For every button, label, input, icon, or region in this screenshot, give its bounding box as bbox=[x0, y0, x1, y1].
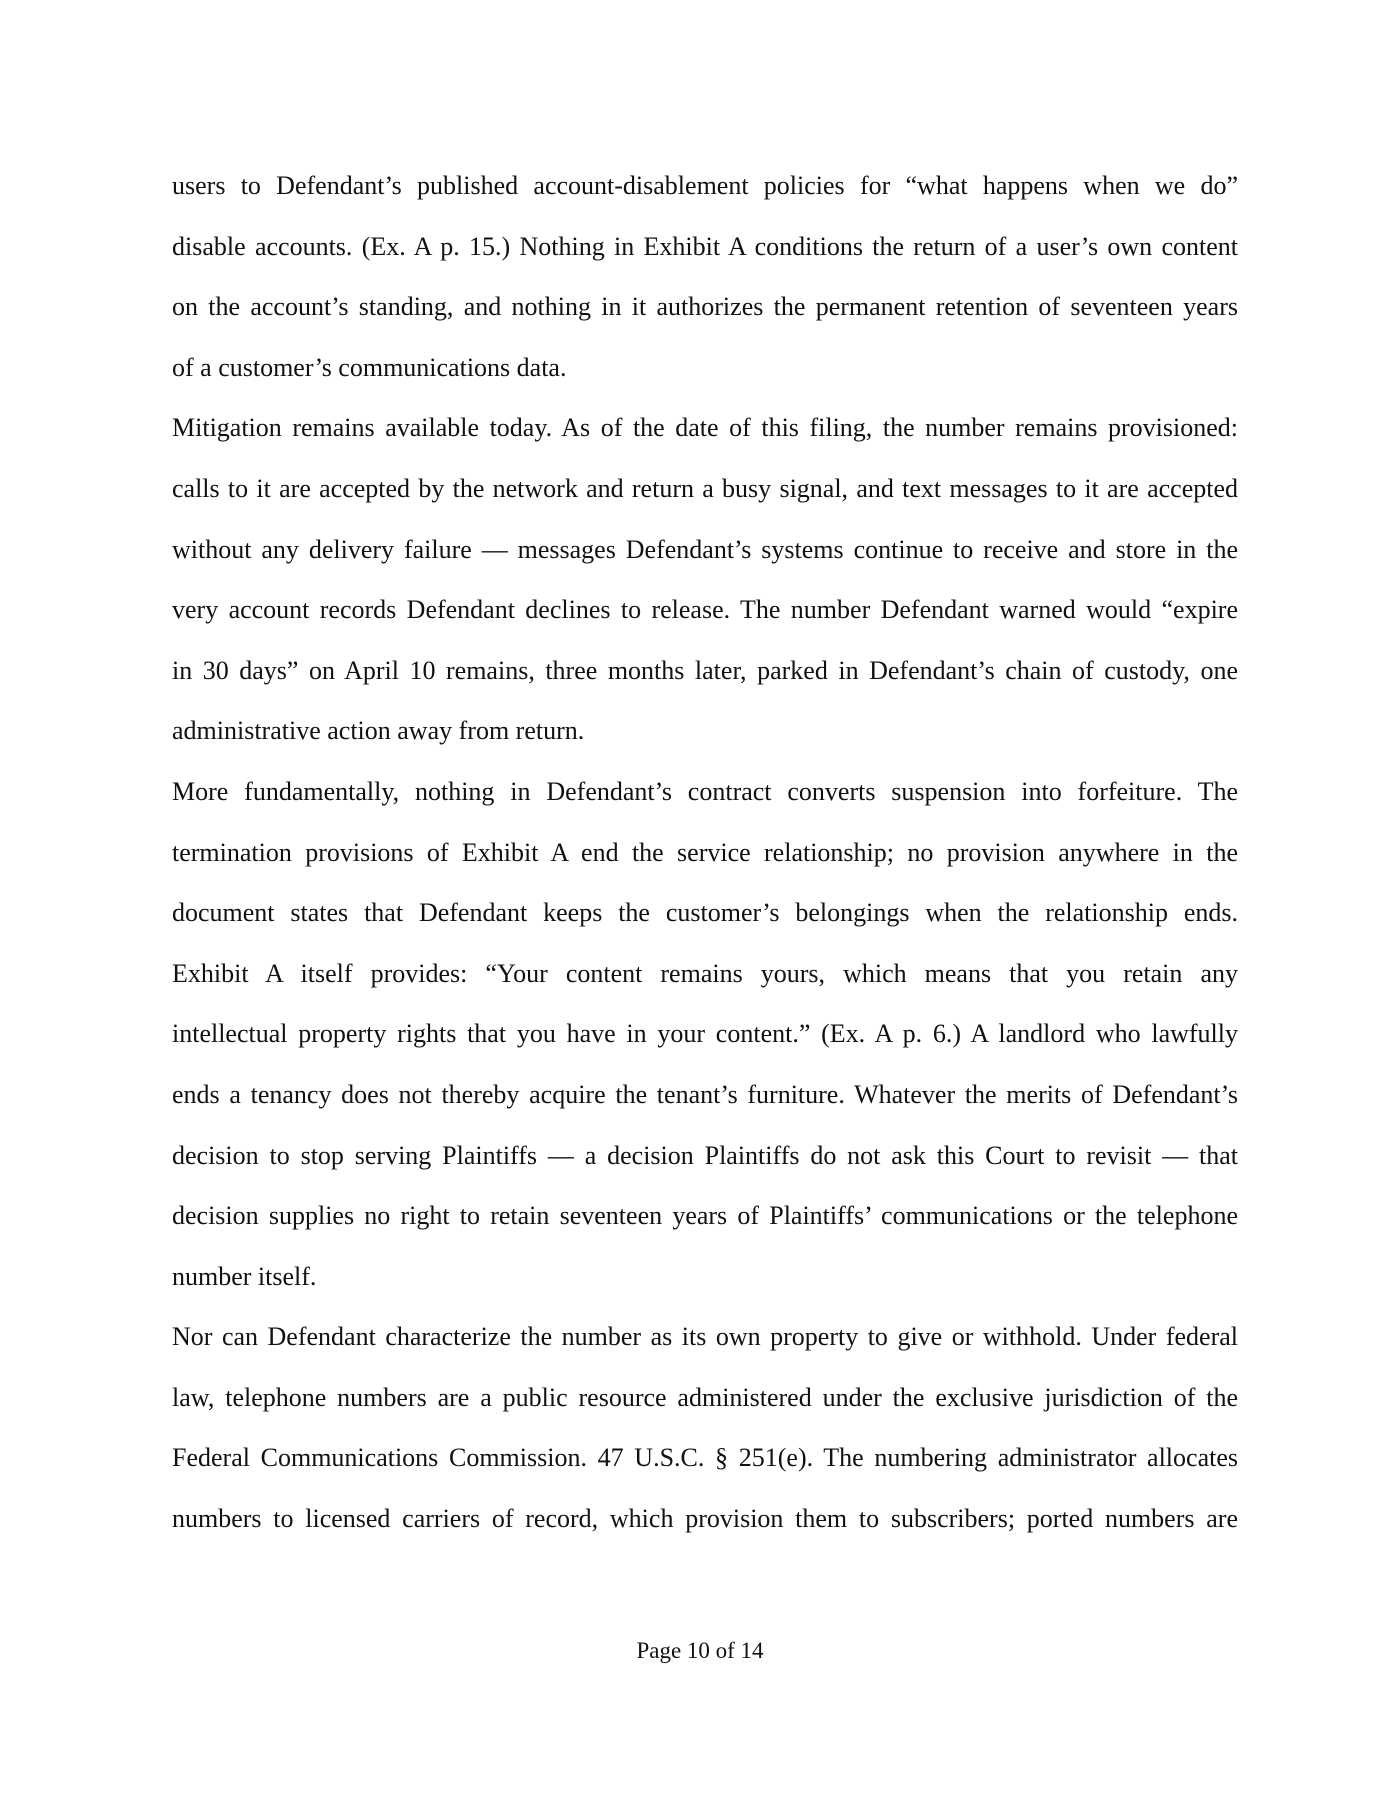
text-line: Nor can Defendant characterize the number as its own property to give or withhold. Under federal bbox=[172, 1322, 1238, 1352]
text-line: Federal Communications Commission. 47 U.S.C. § 251(e). The numbering administrator allocates bbox=[172, 1443, 1238, 1473]
text-line: users to Defendant’s published account-disablement policies for “what happens when we do” bbox=[172, 171, 1238, 200]
text-line: in 30 days” on April 10 remains, three months later, parked in Defendant’s chain of custody, one bbox=[172, 655, 1238, 685]
text-line: decision supplies no right to retain seventeen years of Plaintiffs’ communications or the telephone bbox=[172, 1201, 1238, 1231]
text-line: calls to it are accepted by the network and return a busy signal, and text messages to it are accepted bbox=[172, 473, 1238, 503]
page-number: Page 10 of 14 bbox=[636, 1638, 764, 1663]
text-line: administrative action away from return. bbox=[172, 716, 585, 746]
text-line: termination provisions of Exhibit A end the service relationship; no provision anywhere in the bbox=[172, 837, 1238, 867]
text-line: document states that Defendant keeps the customer’s belongings when the relationship ends. bbox=[172, 898, 1238, 928]
text-line: number itself. bbox=[172, 1261, 317, 1291]
text-line: ends a tenancy does not thereby acquire the tenant’s furniture. Whatever the merits of Defendant’s bbox=[172, 1079, 1238, 1109]
text-line: law, telephone numbers are a public resource administered under the exclusive jurisdiction of the bbox=[172, 1382, 1238, 1412]
text-line: numbers to licensed carriers of record, which provision them to subscribers; ported numbers are bbox=[172, 1504, 1238, 1534]
text-line: More fundamentally, nothing in Defendant’s contract converts suspension into forfeiture. The bbox=[172, 776, 1238, 806]
text-line: decision to stop serving Plaintiffs — a decision Plaintiffs do not ask this Court to revisit — that bbox=[172, 1140, 1238, 1170]
text-line: intellectual property rights that you have in your content.” (Ex. A p. 6.) A landlord who lawfully bbox=[172, 1019, 1238, 1049]
text-line: disable accounts. (Ex. A p. 15.) Nothing in Exhibit A conditions the return of a user’s own content bbox=[172, 231, 1238, 261]
text-line: Mitigation remains available today. As of the date of this filing, the number remains provisioned: bbox=[172, 413, 1238, 443]
text-line: without any delivery failure — messages Defendant’s systems continue to receive and store in the bbox=[172, 534, 1238, 564]
text-line: Exhibit A itself provides: “Your content remains yours, which means that you retain any bbox=[172, 958, 1238, 988]
document-body bbox=[172, 156, 1238, 1550]
text-line: on the account’s standing, and nothing in it authorizes the permanent retention of seventeen years bbox=[172, 292, 1238, 322]
text-line: of a customer’s communications data. bbox=[172, 352, 567, 382]
text-line: very account records Defendant declines to release. The number Defendant warned would “expire bbox=[172, 595, 1238, 625]
